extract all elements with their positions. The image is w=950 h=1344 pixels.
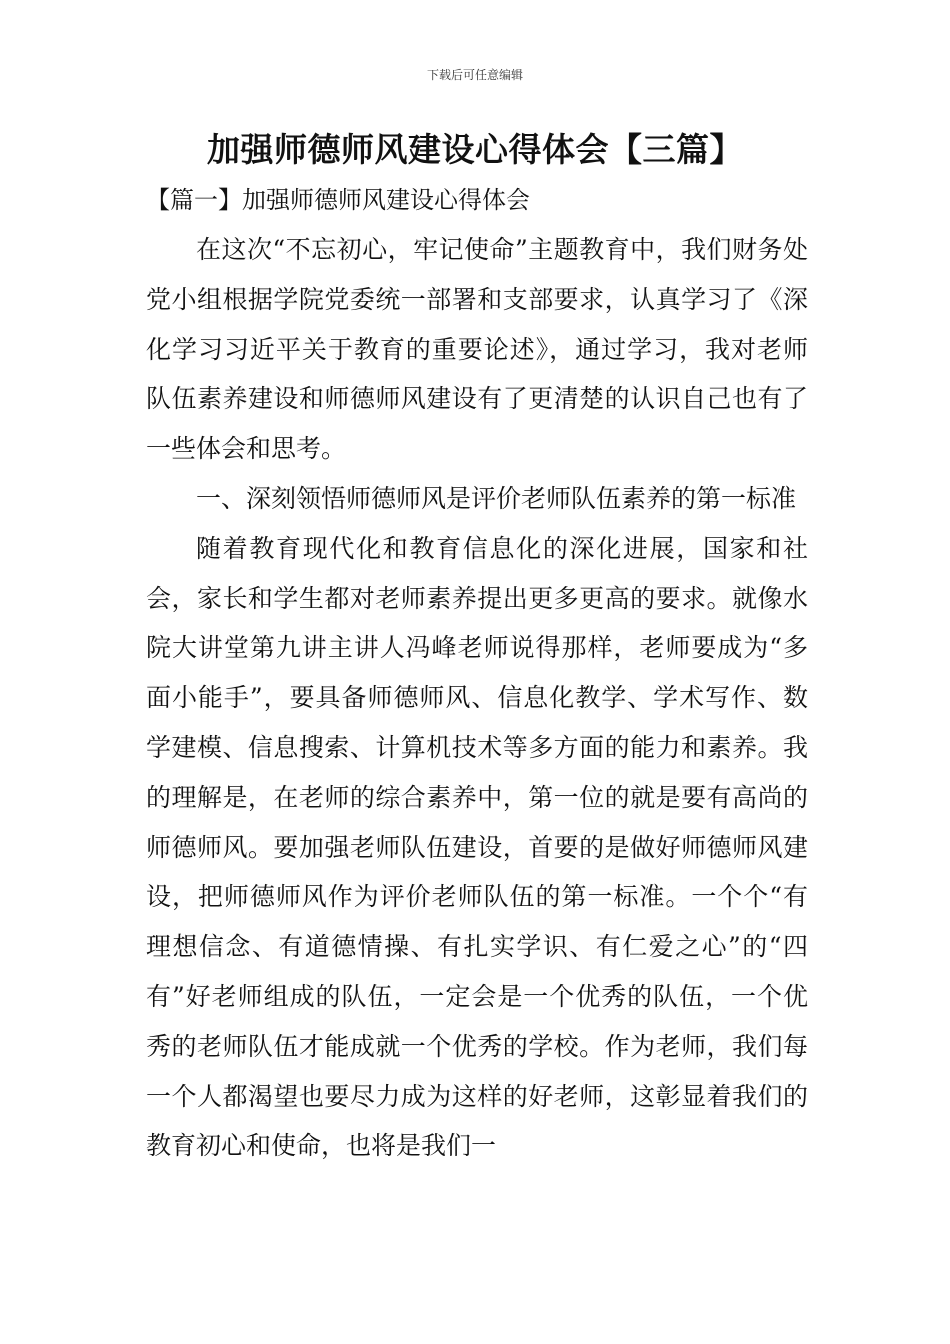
document-title: 加强师德师风建设心得体会【三篇】 bbox=[207, 130, 743, 169]
paragraph-body-1: 随着教育现代化和教育信息化的深化进展，国家和社会，家长和学生都对老师素养提出更多更高的要求。就像水院大讲堂第九讲主讲人冯峰老师说得那样，老师要成为“多面小能手”，要具备师德师风、信息化教学、学术写作、数学建模、信息搜索、计算机技术等多方面的能力和素养。我的理解是，在老师的综合素养中，第一位的就是要有高尚的师德师风。要加强老师队伍建设，首要的是做好师德师风建设，把师德师风作为评价老师队伍的第一标准。一个个“有理想信念、有道德情操、有扎实学识、有仁爱之心”的“四有”好老师组成的队伍，一定会是一个优秀的队伍，一个优秀的老师队伍才能成就一个优秀的学校。作为老师，我们每一个人都渴望也要尽力成为这样的好老师，这彰显着我们的教育初心和使命，也将是我们一 bbox=[146, 533, 808, 1161]
page-header-note: 下载后可任意编辑 bbox=[426, 68, 523, 82]
paragraph-intro: 在这次“不忘初心，牢记使命”主题教育中，我们财务处党小组根据学院党委统一部署和支部要求，认真学习了《深化学习习近平关于教育的重要论述》，通过学习，我对老师队伍素养建设和师德师风建设有了更清楚的认识自己也有了一些体会和思考。 bbox=[146, 235, 808, 464]
paragraph-subheading-1: 一、深刻领悟师德师风是评价老师队伍素养的第一标准 bbox=[196, 483, 797, 513]
section-heading: 【篇一】加强师德师风建设心得体会 bbox=[146, 186, 530, 214]
document-body bbox=[146, 225, 808, 1171]
